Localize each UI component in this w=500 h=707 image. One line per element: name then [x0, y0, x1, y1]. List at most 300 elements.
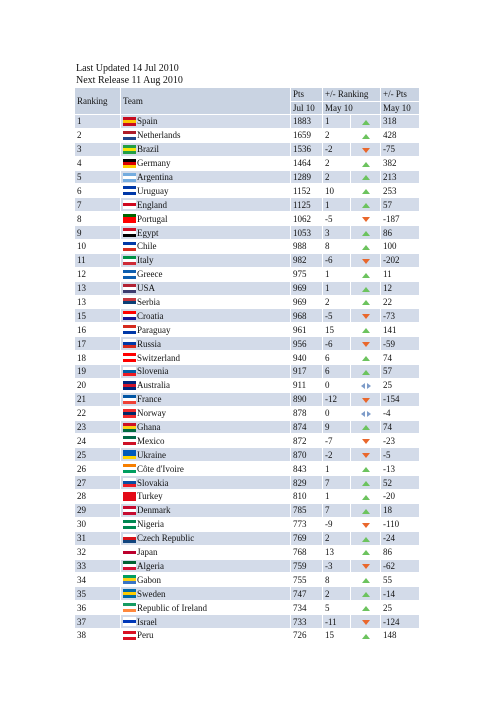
- points-cell: 917: [291, 365, 323, 379]
- team-name: Brazil: [137, 144, 159, 155]
- team-cell: [121, 503, 291, 517]
- ranking-change-cell: -2: [323, 142, 351, 156]
- arrow-up-icon: [362, 592, 370, 597]
- trend-cell: [351, 281, 381, 295]
- team-name: Egypt: [137, 227, 159, 238]
- flag-icon: [123, 548, 136, 557]
- trend-cell: [351, 601, 381, 615]
- table-row: [75, 128, 420, 142]
- team-name: Japan: [137, 547, 158, 558]
- trend-cell: [351, 476, 381, 490]
- ranking-change-cell: -6: [323, 253, 351, 267]
- team-cell: [121, 281, 291, 295]
- points-change-cell: -187: [381, 212, 420, 226]
- ranking-change-cell: 1: [323, 267, 351, 281]
- team-cell: [121, 295, 291, 309]
- points-cell: 870: [291, 448, 323, 462]
- points-cell: 968: [291, 309, 323, 323]
- points-change-cell: -62: [381, 559, 420, 573]
- trend-cell: [351, 337, 381, 351]
- flag-icon: [123, 214, 136, 223]
- flag-icon: [123, 631, 136, 640]
- trend-cell: [351, 323, 381, 337]
- trend-cell: [351, 309, 381, 323]
- trend-cell: [351, 115, 381, 129]
- ranking-table: [74, 87, 420, 643]
- table-row: [75, 517, 420, 531]
- rank-cell: 12: [75, 267, 121, 281]
- ranking-change-cell: -2: [323, 448, 351, 462]
- trend-cell: [351, 198, 381, 212]
- flag-icon: [123, 450, 136, 459]
- rank-cell: 22: [75, 406, 121, 420]
- rank-cell: 27: [75, 476, 121, 490]
- flag-icon: [123, 117, 136, 126]
- rank-cell: 19: [75, 365, 121, 379]
- team-name: Croatia: [137, 310, 164, 321]
- table-row: [75, 323, 420, 337]
- trend-cell: [351, 490, 381, 504]
- flag-icon: [123, 325, 136, 334]
- team-cell: [121, 628, 291, 642]
- points-change-cell: 12: [381, 281, 420, 295]
- rank-cell: 36: [75, 601, 121, 615]
- team-cell: [121, 184, 291, 198]
- team-cell: [121, 392, 291, 406]
- points-change-cell: 382: [381, 156, 420, 170]
- points-cell: 1883: [291, 115, 323, 129]
- trend-cell: [351, 295, 381, 309]
- team-name: Switzerland: [137, 352, 180, 363]
- trend-cell: [351, 517, 381, 531]
- trend-cell: [351, 212, 381, 226]
- next-release-text: Next Release 11 Aug 2010: [76, 75, 183, 86]
- ranking-change-cell: 8: [323, 240, 351, 254]
- points-cell: 1464: [291, 156, 323, 170]
- table-row: [75, 170, 420, 184]
- flag-icon: [123, 353, 136, 362]
- team-name: Algeria: [137, 560, 164, 571]
- table-row: [75, 281, 420, 295]
- table-row: [75, 337, 420, 351]
- table-row: [75, 573, 420, 587]
- flag-icon: [123, 492, 136, 501]
- table-row: [75, 587, 420, 601]
- points-change-cell: 52: [381, 476, 420, 490]
- team-name: Ghana: [137, 422, 161, 433]
- points-change-cell: -13: [381, 462, 420, 476]
- points-change-cell: 11: [381, 267, 420, 281]
- rank-cell: 15: [75, 309, 121, 323]
- flag-icon: [123, 367, 136, 376]
- team-name: Czech Republic: [137, 533, 195, 544]
- team-cell: [121, 573, 291, 587]
- points-cell: 726: [291, 628, 323, 642]
- rank-cell: 30: [75, 517, 121, 531]
- points-cell: 940: [291, 351, 323, 365]
- flag-icon: [123, 436, 136, 445]
- ranking-change-cell: 2: [323, 170, 351, 184]
- ranking-change-cell: 2: [323, 531, 351, 545]
- arrow-up-icon: [362, 175, 370, 180]
- ranking-change-cell: -5: [323, 212, 351, 226]
- team-cell: [121, 434, 291, 448]
- trend-cell: [351, 406, 381, 420]
- points-cell: 961: [291, 323, 323, 337]
- table-row: [75, 490, 420, 504]
- arrow-down-icon: [362, 342, 370, 347]
- rank-cell: 17: [75, 337, 121, 351]
- arrow-down-icon: [362, 314, 370, 319]
- team-cell: [121, 615, 291, 629]
- ranking-change-column-header-top: +/- Ranking: [323, 88, 381, 102]
- trend-cell: [351, 226, 381, 240]
- ranking-change-cell: -12: [323, 392, 351, 406]
- team-name: Italy: [137, 255, 154, 266]
- points-cell: 988: [291, 240, 323, 254]
- table-row: [75, 253, 420, 267]
- points-change-cell: 213: [381, 170, 420, 184]
- team-name: Uruguay: [137, 185, 169, 196]
- rank-cell: 28: [75, 490, 121, 504]
- arrow-down-icon: [362, 148, 370, 153]
- table-row: [75, 503, 420, 517]
- arrow-down-icon: [362, 564, 370, 569]
- points-change-cell: -59: [381, 337, 420, 351]
- points-change-cell: 55: [381, 573, 420, 587]
- flag-icon: [123, 381, 136, 390]
- flag-icon: [123, 270, 136, 279]
- ranking-change-cell: 2: [323, 128, 351, 142]
- rank-cell: 37: [75, 615, 121, 629]
- trend-cell: [351, 378, 381, 392]
- team-name: Greece: [137, 269, 163, 280]
- points-change-cell: -202: [381, 253, 420, 267]
- ranking-change-cell: 15: [323, 628, 351, 642]
- points-cell: 759: [291, 559, 323, 573]
- table-row: [75, 295, 420, 309]
- trend-cell: [351, 392, 381, 406]
- flag-icon: [123, 423, 136, 432]
- points-cell: 874: [291, 420, 323, 434]
- flag-icon: [123, 200, 136, 209]
- points-change-cell: 25: [381, 601, 420, 615]
- ranking-change-cell: 8: [323, 573, 351, 587]
- points-change-cell: -23: [381, 434, 420, 448]
- points-change-cell: -14: [381, 587, 420, 601]
- points-change-cell: -75: [381, 142, 420, 156]
- team-cell: [121, 462, 291, 476]
- trend-cell: [351, 267, 381, 281]
- flag-icon: [123, 311, 136, 320]
- rank-cell: 21: [75, 392, 121, 406]
- team-name: Nigeria: [137, 519, 164, 530]
- table-row: [75, 420, 420, 434]
- ranking-change-cell: -6: [323, 337, 351, 351]
- table-row: [75, 392, 420, 406]
- trend-cell: [351, 434, 381, 448]
- points-change-cell: -73: [381, 309, 420, 323]
- arrow-up-icon: [362, 606, 370, 611]
- flag-icon: [123, 186, 136, 195]
- team-name: Chile: [137, 241, 157, 252]
- ranking-change-cell: 0: [323, 378, 351, 392]
- ranking-change-cell: 5: [323, 601, 351, 615]
- rank-cell: 35: [75, 587, 121, 601]
- pts-change-column-header-bottom: May 10: [381, 101, 420, 115]
- team-name: Denmark: [137, 505, 171, 516]
- ranking-change-cell: -11: [323, 615, 351, 629]
- team-cell: [121, 156, 291, 170]
- team-name: Netherlands: [137, 130, 181, 141]
- flag-icon: [123, 159, 136, 168]
- arrow-up-icon: [362, 328, 370, 333]
- rank-cell: 20: [75, 378, 121, 392]
- ranking-change-cell: 13: [323, 545, 351, 559]
- arrow-up-icon: [362, 162, 370, 167]
- arrow-down-icon: [362, 620, 370, 625]
- trend-cell: [351, 531, 381, 545]
- trend-cell: [351, 628, 381, 642]
- arrow-up-icon: [362, 509, 370, 514]
- arrow-up-icon: [362, 356, 370, 361]
- points-change-cell: 57: [381, 365, 420, 379]
- ranking-change-cell: 1: [323, 490, 351, 504]
- rank-cell: 32: [75, 545, 121, 559]
- ranking-change-cell: 1: [323, 462, 351, 476]
- team-name: Russia: [137, 338, 162, 349]
- table-body: [75, 115, 420, 643]
- arrow-down-icon: [362, 217, 370, 222]
- points-cell: 1289: [291, 170, 323, 184]
- points-change-cell: -20: [381, 490, 420, 504]
- arrows-left-right-icon: [361, 411, 371, 418]
- trend-cell: [351, 170, 381, 184]
- points-change-cell: 74: [381, 420, 420, 434]
- team-cell: [121, 115, 291, 129]
- team-cell: [121, 212, 291, 226]
- ranking-change-cell: 10: [323, 184, 351, 198]
- pts-change-column-header-top: +/- Pts: [381, 88, 420, 102]
- rank-cell: 7: [75, 198, 121, 212]
- rank-cell: 13: [75, 295, 121, 309]
- team-cell: [121, 323, 291, 337]
- ranking-change-cell: 6: [323, 351, 351, 365]
- arrow-up-icon: [362, 425, 370, 430]
- table-row: [75, 434, 420, 448]
- table-row: [75, 115, 420, 129]
- team-name: Paraguay: [137, 324, 171, 335]
- table-row: [75, 601, 420, 615]
- rank-cell: 34: [75, 573, 121, 587]
- points-change-cell: 86: [381, 226, 420, 240]
- rank-cell: 31: [75, 531, 121, 545]
- team-cell: [121, 448, 291, 462]
- points-cell: 911: [291, 378, 323, 392]
- arrow-down-icon: [362, 439, 370, 444]
- points-cell: 773: [291, 517, 323, 531]
- points-cell: 785: [291, 503, 323, 517]
- team-name: Israel: [137, 616, 157, 627]
- rank-cell: 13: [75, 281, 121, 295]
- table-row: [75, 378, 420, 392]
- points-cell: 969: [291, 295, 323, 309]
- team-cell: [121, 490, 291, 504]
- points-cell: 1053: [291, 226, 323, 240]
- flag-icon: [123, 520, 136, 529]
- rank-cell: 33: [75, 559, 121, 573]
- points-change-cell: -4: [381, 406, 420, 420]
- arrow-down-icon: [362, 259, 370, 264]
- points-change-cell: 141: [381, 323, 420, 337]
- points-change-cell: 25: [381, 378, 420, 392]
- team-name: Mexico: [137, 435, 165, 446]
- flag-icon: [123, 256, 136, 265]
- ranking-change-cell: 0: [323, 406, 351, 420]
- arrow-up-icon: [362, 634, 370, 639]
- arrow-up-icon: [362, 537, 370, 542]
- team-name: Slovenia: [137, 366, 169, 377]
- arrow-up-icon: [362, 467, 370, 472]
- team-cell: [121, 309, 291, 323]
- table-row: [75, 226, 420, 240]
- trend-cell: [351, 573, 381, 587]
- table-row: [75, 184, 420, 198]
- points-cell: 1125: [291, 198, 323, 212]
- arrow-up-icon: [362, 495, 370, 500]
- team-cell: [121, 142, 291, 156]
- table-row: [75, 448, 420, 462]
- ranking-change-cell: 1: [323, 281, 351, 295]
- arrows-left-right-icon: [361, 383, 371, 390]
- rank-cell: 6: [75, 184, 121, 198]
- rank-cell: 25: [75, 448, 121, 462]
- rank-cell: 38: [75, 628, 121, 642]
- ranking-column-header: Ranking: [75, 88, 121, 115]
- trend-cell: [351, 351, 381, 365]
- arrow-up-icon: [362, 134, 370, 139]
- ranking-change-cell: -9: [323, 517, 351, 531]
- team-cell: [121, 198, 291, 212]
- table-row: [75, 142, 420, 156]
- trend-cell: [351, 253, 381, 267]
- team-name: Ukraine: [137, 449, 166, 460]
- table-row: [75, 531, 420, 545]
- rank-cell: 5: [75, 170, 121, 184]
- ranking-change-cell: 1: [323, 115, 351, 129]
- team-cell: [121, 476, 291, 490]
- points-change-cell: 318: [381, 115, 420, 129]
- points-cell: 872: [291, 434, 323, 448]
- table-row: [75, 462, 420, 476]
- ranking-change-cell: -3: [323, 559, 351, 573]
- rank-cell: 23: [75, 420, 121, 434]
- ranking-change-cell: -7: [323, 434, 351, 448]
- points-cell: 975: [291, 267, 323, 281]
- rank-cell: 10: [75, 240, 121, 254]
- points-change-cell: -124: [381, 615, 420, 629]
- flag-icon: [123, 561, 136, 570]
- table-row: [75, 198, 420, 212]
- points-cell: 768: [291, 545, 323, 559]
- points-cell: 829: [291, 476, 323, 490]
- team-cell: [121, 128, 291, 142]
- rank-cell: 3: [75, 142, 121, 156]
- trend-cell: [351, 545, 381, 559]
- points-change-cell: 18: [381, 503, 420, 517]
- flag-icon: [123, 131, 136, 140]
- arrow-up-icon: [362, 189, 370, 194]
- rank-cell: 9: [75, 226, 121, 240]
- flag-icon: [123, 145, 136, 154]
- points-change-cell: 428: [381, 128, 420, 142]
- trend-cell: [351, 615, 381, 629]
- flag-icon: [123, 506, 136, 515]
- points-cell: 1659: [291, 128, 323, 142]
- flag-icon: [123, 242, 136, 251]
- points-change-cell: 148: [381, 628, 420, 642]
- flag-icon: [123, 173, 136, 182]
- rank-cell: 1: [75, 115, 121, 129]
- team-name: Gabon: [137, 574, 161, 585]
- last-updated-text: Last Updated 14 Jul 2010: [76, 63, 179, 74]
- points-change-cell: -24: [381, 531, 420, 545]
- rank-cell: 26: [75, 462, 121, 476]
- points-change-cell: 57: [381, 198, 420, 212]
- trend-cell: [351, 503, 381, 517]
- flag-icon: [123, 575, 136, 584]
- trend-cell: [351, 587, 381, 601]
- team-cell: [121, 365, 291, 379]
- arrow-up-icon: [362, 231, 370, 236]
- team-cell: [121, 601, 291, 615]
- table-row: [75, 545, 420, 559]
- points-cell: 755: [291, 573, 323, 587]
- points-change-cell: -154: [381, 392, 420, 406]
- arrow-up-icon: [362, 370, 370, 375]
- team-cell: [121, 406, 291, 420]
- trend-cell: [351, 184, 381, 198]
- points-cell: 769: [291, 531, 323, 545]
- team-cell: [121, 545, 291, 559]
- team-name: France: [137, 394, 162, 405]
- points-cell: 1536: [291, 142, 323, 156]
- team-cell: [121, 226, 291, 240]
- team-cell: [121, 559, 291, 573]
- rank-cell: 11: [75, 253, 121, 267]
- arrow-down-icon: [362, 453, 370, 458]
- team-name: Portugal: [137, 213, 168, 224]
- team-name: Norway: [137, 408, 166, 419]
- flag-icon: [123, 534, 136, 543]
- team-cell: [121, 267, 291, 281]
- points-change-cell: 22: [381, 295, 420, 309]
- flag-icon: [123, 589, 136, 598]
- table-row: [75, 309, 420, 323]
- points-cell: 734: [291, 601, 323, 615]
- ranking-change-column-header-bottom: May 10: [323, 101, 381, 115]
- ranking-change-cell: 7: [323, 503, 351, 517]
- trend-cell: [351, 420, 381, 434]
- rank-cell: 29: [75, 503, 121, 517]
- points-cell: 843: [291, 462, 323, 476]
- trend-cell: [351, 142, 381, 156]
- points-cell: 1062: [291, 212, 323, 226]
- points-change-cell: -5: [381, 448, 420, 462]
- team-name: England: [137, 199, 167, 210]
- team-name: USA: [137, 283, 156, 294]
- flag-icon: [123, 617, 136, 626]
